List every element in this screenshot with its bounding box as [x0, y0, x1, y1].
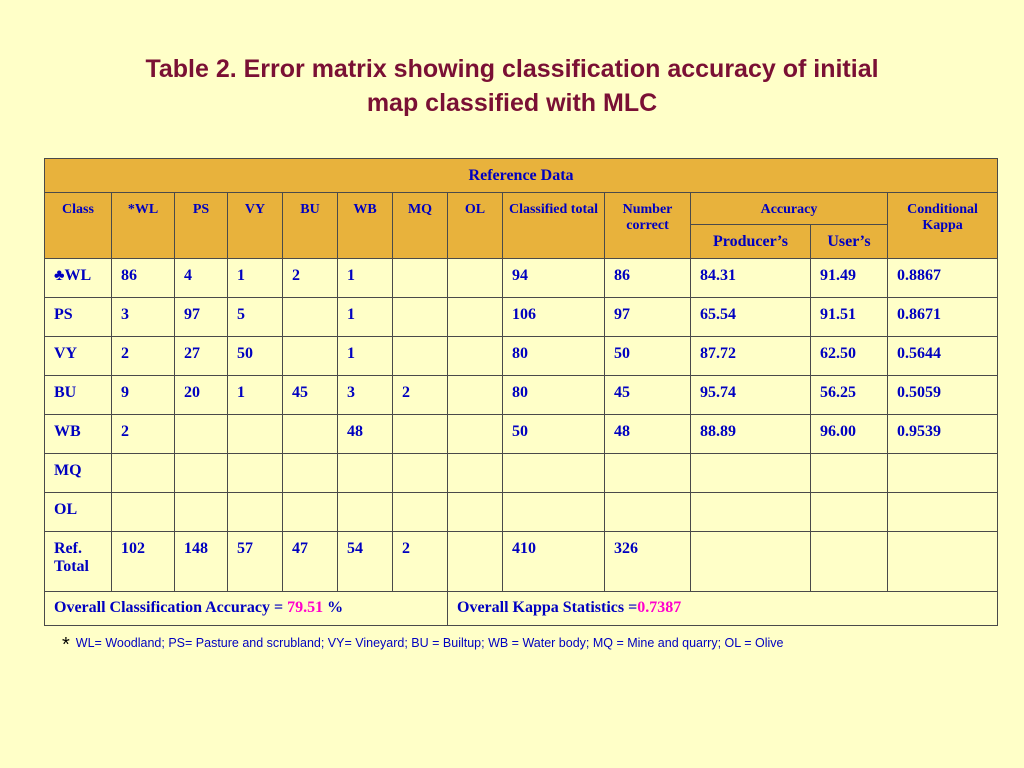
users-accuracy-cell: 96.00: [811, 415, 888, 454]
row-class-label: BU: [45, 376, 112, 415]
table-row: [45, 532, 998, 592]
overall-kappa-label: Overall Kappa Statistics =: [457, 599, 638, 616]
matrix-cell: [448, 337, 503, 376]
classified-total-cell: 80: [503, 376, 605, 415]
matrix-cell: 3: [112, 298, 175, 337]
matrix-cell: 2: [393, 376, 448, 415]
producers-accuracy-cell: [691, 454, 811, 493]
header-number-correct: Number correct: [605, 193, 691, 259]
matrix-cell: 45: [283, 376, 338, 415]
number-correct-cell: 97: [605, 298, 691, 337]
overall-accuracy-value: 79.51: [287, 599, 324, 616]
matrix-cell: [175, 415, 228, 454]
users-accuracy-cell: 91.51: [811, 298, 888, 337]
summary-row: [45, 592, 998, 626]
number-correct-cell: 48: [605, 415, 691, 454]
matrix-cell: [448, 298, 503, 337]
matrix-cell: 5: [228, 298, 283, 337]
number-correct-cell: 45: [605, 376, 691, 415]
matrix-cell: 4: [175, 259, 228, 298]
matrix-cell: [228, 454, 283, 493]
matrix-cell: 148: [175, 532, 228, 592]
producers-accuracy-cell: 84.31: [691, 259, 811, 298]
overall-kappa-cell: [448, 592, 998, 626]
users-accuracy-cell: 62.50: [811, 337, 888, 376]
row-class-label: PS: [45, 298, 112, 337]
matrix-cell: [112, 493, 175, 532]
table-row: [45, 454, 998, 493]
conditional-kappa-cell: 0.8671: [888, 298, 998, 337]
header-users: User’s: [811, 225, 888, 259]
reference-data-header: Reference Data: [45, 159, 998, 193]
conditional-kappa-cell: [888, 454, 998, 493]
row-class-label: Ref. Total: [45, 532, 112, 592]
matrix-cell: [338, 454, 393, 493]
matrix-cell: 48: [338, 415, 393, 454]
classified-total-cell: [503, 493, 605, 532]
matrix-cell: [175, 454, 228, 493]
matrix-cell: [393, 337, 448, 376]
row-class-label: WB: [45, 415, 112, 454]
classified-total-cell: 80: [503, 337, 605, 376]
users-accuracy-cell: [811, 532, 888, 592]
classified-total-cell: 106: [503, 298, 605, 337]
classified-total-cell: 94: [503, 259, 605, 298]
number-correct-cell: 86: [605, 259, 691, 298]
matrix-cell: [283, 337, 338, 376]
row-class-label: MQ: [45, 454, 112, 493]
producers-accuracy-cell: 88.89: [691, 415, 811, 454]
title-line-1: Table 2. Error matrix showing classification accuracy of initial: [145, 55, 879, 83]
producers-accuracy-cell: 87.72: [691, 337, 811, 376]
matrix-cell: [283, 493, 338, 532]
classified-total-cell: [503, 454, 605, 493]
header-conditional-kappa: Conditional Kappa: [888, 193, 998, 259]
matrix-cell: [283, 454, 338, 493]
table-row: [45, 415, 998, 454]
matrix-cell: [448, 493, 503, 532]
table-row: [45, 376, 998, 415]
matrix-cell: [393, 415, 448, 454]
conditional-kappa-cell: 0.5644: [888, 337, 998, 376]
matrix-cell: [393, 454, 448, 493]
matrix-cell: 2: [283, 259, 338, 298]
header-col-ps: PS: [175, 193, 228, 259]
matrix-cell: [283, 415, 338, 454]
matrix-cell: [393, 298, 448, 337]
producers-accuracy-cell: 95.74: [691, 376, 811, 415]
page-title: [40, 52, 984, 120]
conditional-kappa-cell: 0.5059: [888, 376, 998, 415]
row-class-label: ♣WL: [45, 259, 112, 298]
matrix-cell: 57: [228, 532, 283, 592]
overall-accuracy-unit: %: [323, 599, 344, 616]
matrix-cell: 3: [338, 376, 393, 415]
users-accuracy-cell: [811, 493, 888, 532]
table-row: [45, 493, 998, 532]
number-correct-cell: 50: [605, 337, 691, 376]
matrix-cell: 1: [228, 376, 283, 415]
matrix-cell: [448, 454, 503, 493]
matrix-cell: 50: [228, 337, 283, 376]
matrix-cell: 97: [175, 298, 228, 337]
matrix-cell: [228, 415, 283, 454]
matrix-cell: 47: [283, 532, 338, 592]
number-correct-cell: [605, 454, 691, 493]
classified-total-cell: 410: [503, 532, 605, 592]
header-classified-total: Classified total: [503, 193, 605, 259]
matrix-cell: [448, 376, 503, 415]
users-accuracy-cell: 91.49: [811, 259, 888, 298]
matrix-cell: [448, 415, 503, 454]
header-accuracy: Accuracy: [691, 193, 888, 225]
header-col-wl: *WL: [112, 193, 175, 259]
matrix-cell: [175, 493, 228, 532]
table-row: [45, 259, 998, 298]
footnote-asterisk: *: [62, 634, 70, 656]
matrix-cell: [228, 493, 283, 532]
matrix-cell: [112, 454, 175, 493]
users-accuracy-cell: 56.25: [811, 376, 888, 415]
header-class: Class: [45, 193, 112, 259]
number-correct-cell: 326: [605, 532, 691, 592]
matrix-cell: 54: [338, 532, 393, 592]
matrix-cell: 9: [112, 376, 175, 415]
table-row: [45, 337, 998, 376]
overall-accuracy-cell: [45, 592, 448, 626]
overall-accuracy-label: Overall Classification Accuracy =: [54, 599, 288, 616]
conditional-kappa-cell: [888, 532, 998, 592]
error-matrix-table: [44, 158, 998, 626]
producers-accuracy-cell: [691, 532, 811, 592]
header-col-wb: WB: [338, 193, 393, 259]
header-col-vy: VY: [228, 193, 283, 259]
matrix-cell: [393, 493, 448, 532]
producers-accuracy-cell: [691, 493, 811, 532]
conditional-kappa-cell: 0.8867: [888, 259, 998, 298]
matrix-cell: [448, 532, 503, 592]
conditional-kappa-cell: 0.9539: [888, 415, 998, 454]
matrix-cell: [338, 493, 393, 532]
header-col-bu: BU: [283, 193, 338, 259]
matrix-cell: [393, 259, 448, 298]
matrix-cell: [448, 259, 503, 298]
matrix-cell: 1: [338, 298, 393, 337]
header-producers: Producer’s: [691, 225, 811, 259]
footnote: [62, 634, 783, 657]
matrix-cell: 27: [175, 337, 228, 376]
matrix-cell: 2: [112, 415, 175, 454]
header-col-ol: OL: [448, 193, 503, 259]
producers-accuracy-cell: 65.54: [691, 298, 811, 337]
table-row: [45, 298, 998, 337]
users-accuracy-cell: [811, 454, 888, 493]
row-class-label: VY: [45, 337, 112, 376]
matrix-cell: 2: [393, 532, 448, 592]
title-line-2: map classified with MLC: [366, 89, 658, 117]
footnote-text: WL= Woodland; PS= Pasture and scrubland; VY= Vineyard; BU = Builtup; WB = Water body; MQ = Mine and quarry; OL = Olive: [75, 636, 784, 650]
matrix-cell: [283, 298, 338, 337]
matrix-cell: 1: [338, 259, 393, 298]
header-col-mq: MQ: [393, 193, 448, 259]
number-correct-cell: [605, 493, 691, 532]
matrix-cell: 1: [338, 337, 393, 376]
matrix-cell: 20: [175, 376, 228, 415]
matrix-cell: 102: [112, 532, 175, 592]
overall-kappa-value: 0.7387: [637, 599, 682, 616]
matrix-cell: 2: [112, 337, 175, 376]
matrix-cell: 1: [228, 259, 283, 298]
classified-total-cell: 50: [503, 415, 605, 454]
conditional-kappa-cell: [888, 493, 998, 532]
matrix-cell: 86: [112, 259, 175, 298]
row-class-label: OL: [45, 493, 112, 532]
